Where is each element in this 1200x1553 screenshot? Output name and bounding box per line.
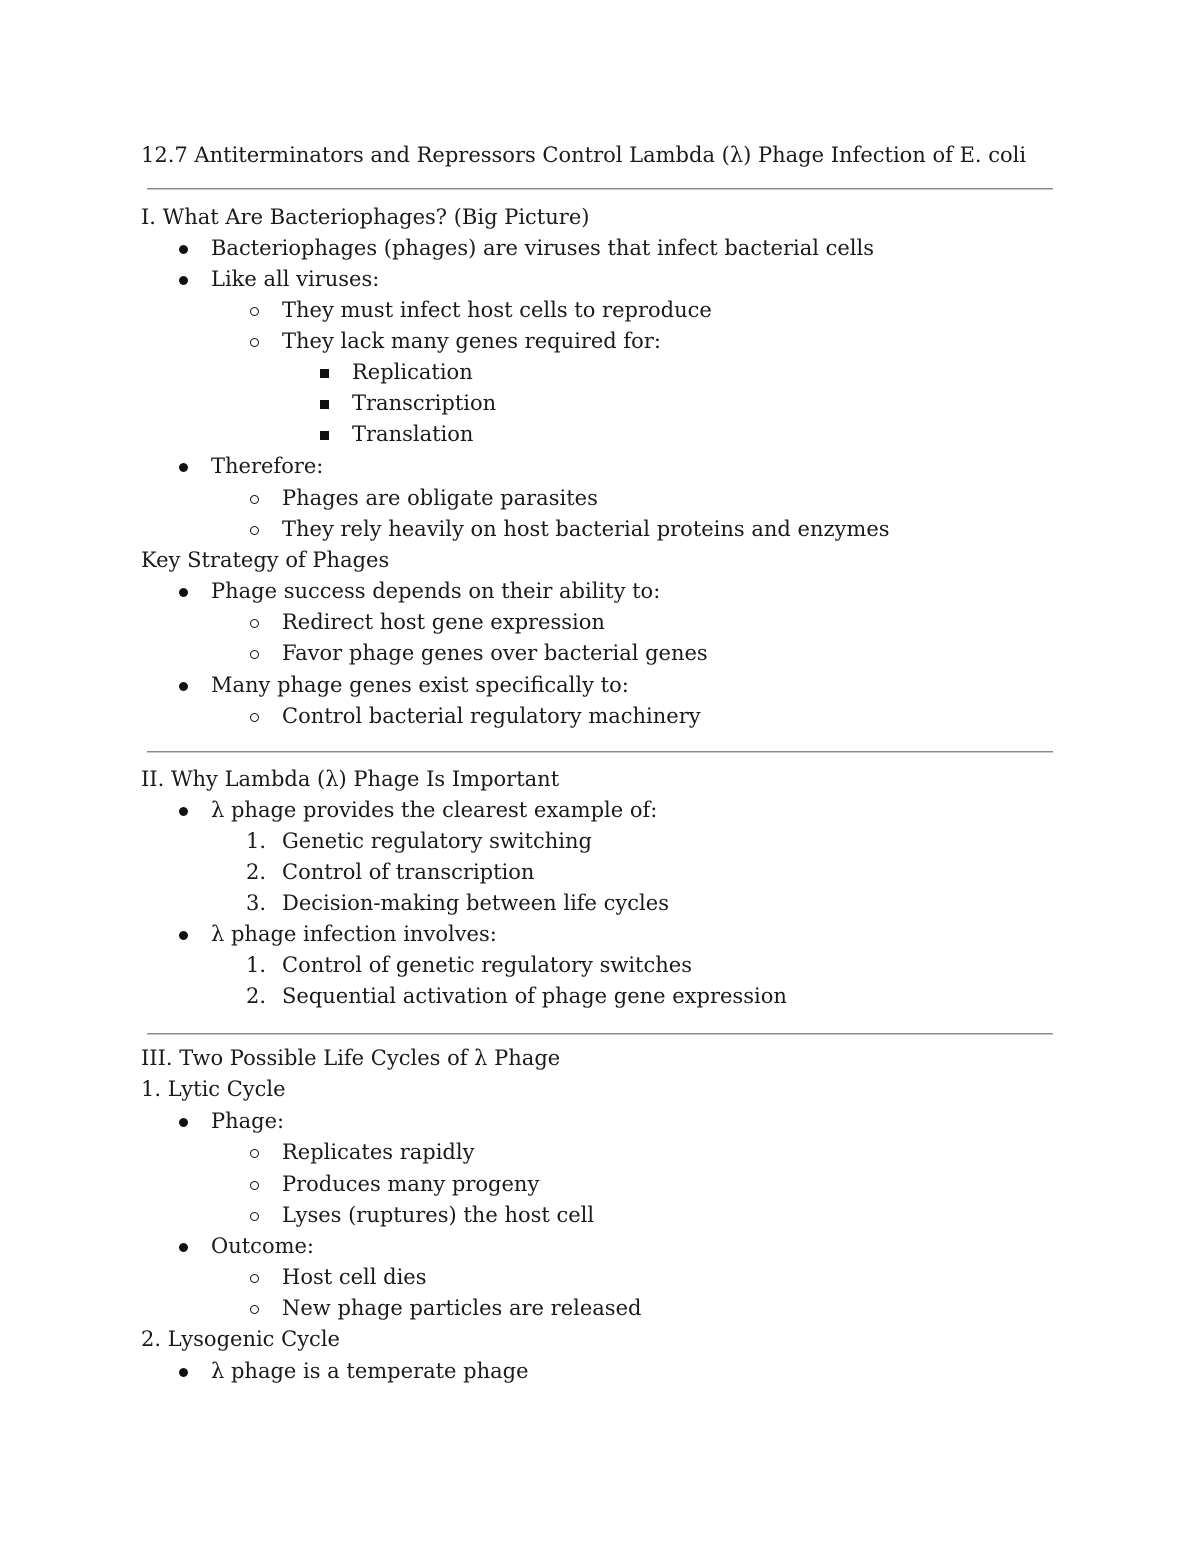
square-bullet-icon [320,369,329,378]
circle-bullet-icon [250,307,259,316]
circle-bullet-icon [250,1181,259,1190]
horizontal-rule [147,751,1053,753]
circle-bullet-icon [250,1305,259,1314]
bullet-icon [179,931,188,940]
bullet-icon [179,1368,188,1377]
bullet-icon [179,245,188,254]
circle-bullet-icon [250,619,259,628]
list-number: 3. [246,891,267,915]
bullet-icon [179,276,188,285]
bullet-icon [179,682,188,691]
document-page: 12.7 Antiterminators and Repressors Control Lambda (λ) Phage Infection of E. coli I. What Are Bacteriophages? (Big Picture) Bacteriophages (phages) are viruses that infect bacterial cells Like all viruses: They must infect host cells to reproduce They lack many genes required for: Replication Transcription Translation Therefore: Phages are obligate parasites They rely heavily on host bacterial proteins and enzymes Key Strategy of Phages Phage success depends on their ability to: Redirect host gene expression Favor phage genes over bacterial genes Many phage genes exist specifically to: Control bacterial regulatory machinery II. Why Lambda (λ) Phage Is Important λ phage provides the clearest example of: 1. Genetic regulatory switching 2. Control of transcription 3. Decision-making between life cycles λ phage infection involves: 1. Control of genetic regulatory switches 2. Sequential activation of phage gene expression III. Two Possible Life Cycles of λ Phage 1. Lytic Cycle Phage: Replicates rapidly Produces many progeny Lyses (ruptures) the host cell Outcome: Host cell dies New phage particles are released 2. Lysogenic Cycle λ phage is a temperate phage [0,0,1200,1553]
circle-bullet-icon [250,495,259,504]
circle-bullet-icon [250,526,259,535]
circle-bullet-icon [250,1149,259,1158]
list-number: 2. [246,860,267,884]
list-number: 2. [246,984,267,1008]
circle-bullet-icon [250,1274,259,1283]
circle-bullet-icon [250,338,259,347]
circle-bullet-icon [250,1212,259,1221]
horizontal-rule [147,1033,1053,1035]
list-number: 1. [246,953,267,977]
bullet-icon [179,463,188,472]
bullet-icon [179,807,188,816]
list-number: 1. [246,829,267,853]
bullet-icon [179,588,188,597]
bullet-icon [179,1243,188,1252]
horizontal-rule [147,188,1053,190]
square-bullet-icon [320,431,329,440]
circle-bullet-icon [250,713,259,722]
circle-bullet-icon [250,650,259,659]
bullet-icon [179,1118,188,1127]
square-bullet-icon [320,400,329,409]
